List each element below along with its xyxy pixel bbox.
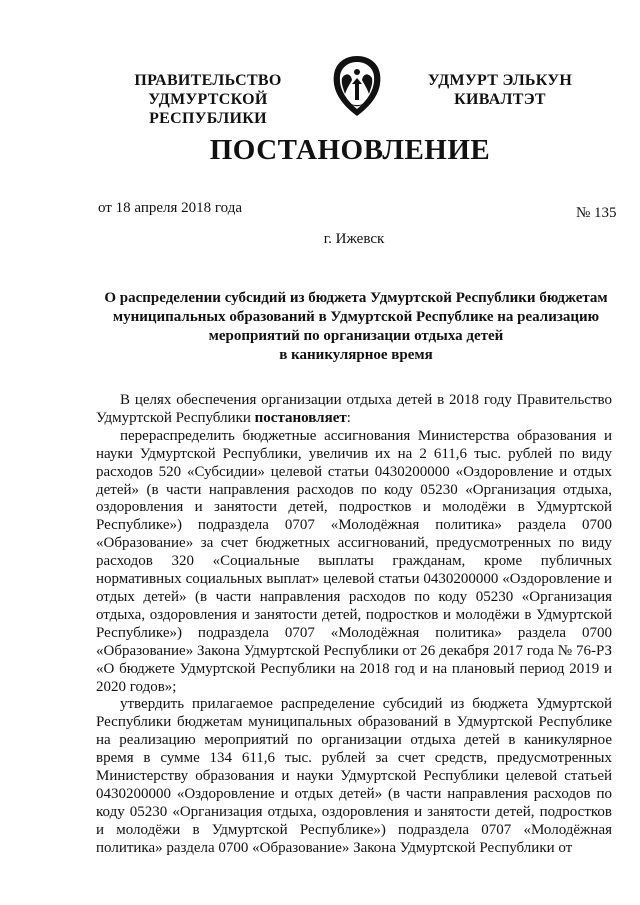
body-paragraph-1 [96,392,612,428]
decree-keyword: постановляет [254,409,347,426]
document-title [96,289,616,365]
header-right-title [420,71,580,109]
paragraph-1-end: : [346,409,351,426]
title-line1: О распределении субсидий из бюджета Удмуртской Республики бюджетам [104,290,608,306]
document-number: № 135 [576,205,617,221]
body-paragraph-3: утвердить прилагаемое распределение субсидий из бюджета Удмуртской Республики бюджетам муниципальных образований в Удмуртской Республике на реализацию мероприятий по организации отдыха детей в каникулярное время в сумме 134 611,6 тыс. рублей за счет средств, предусмотренных Министерству образования и науки Удмуртской Республики целевой статьей 0430200000 «Оздоровление и отдых детей» (в части направления расходов по коду 05230 «Организация отдыха, оздоровления и занятости детей, подростков и молодёжи в Удмуртской Республике») подраздела 0707 «Молодёжная политика» раздела 0700 «Образование» Закона Удмуртской Республики от [96,696,612,856]
title-line4: в каникулярное время [279,347,433,363]
title-line3: мероприятий по организации отдыха детей [208,328,504,344]
document-type-heading: ПОСТАНОВЛЕНИЕ [209,134,491,166]
header-right-line1: УДМУРТ ЭЛЬКУН [427,72,573,89]
document-date: от 18 апреля 2018 года [98,200,243,216]
document-city: г. Ижевск [323,231,385,247]
header-left-line1: ПРАВИТЕЛЬСТВО [134,72,282,89]
header-right-line2: КИВАЛТЭТ [454,91,546,108]
udmurt-coat-of-arms-icon [328,54,386,118]
title-line2: муниципальных образований в Удмуртской Республике на реализацию [112,309,600,325]
paragraph-1-start: В целях обеспечения организации отдыха детей в 2018 году Правительство Удмуртской Республики [96,392,612,426]
document-body [96,392,612,858]
header-left-title [92,71,324,128]
header-left-line2: УДМУРТСКОЙ РЕСПУБЛИКИ [148,91,268,127]
body-paragraph-2: перераспределить бюджетные ассигнования Министерства образования и науки Удмуртской Республики, увеличив их на 2 611,6 тыс. рублей по виду расходов 520 «Субсидии» целевой статьи 0430200000 «Оздоровление и отдых детей» (в части направления расходов по коду 05230 «Организация отдыха, оздоровления и занятости детей, подростков и молодёжи в Удмуртской Республике») подраздела 0707 «Молодёжная политика» раздела 0700 «Образование» за счет бюджетных ассигнований, предусмотренных по виду расходов 320 «Социальные выплаты гражданам, кроме публичных нормативных социальных выплат» целевой статьи 0430200000 «Оздоровление и отдых детей» (в части направления расходов по коду 05230 «Организация отдыха, оздоровления и занятости детей, подростков и молодёжи в Удмуртской Республике») подраздела 0707 «Молодёжная политика» раздела 0700 «Образование» Закона Удмуртской Республики от 26 декабря 2017 года № 76-РЗ «О бюджете Удмуртской Республики на 2018 год и на плановый период 2019 и 2020 годов»; [96,427,612,695]
